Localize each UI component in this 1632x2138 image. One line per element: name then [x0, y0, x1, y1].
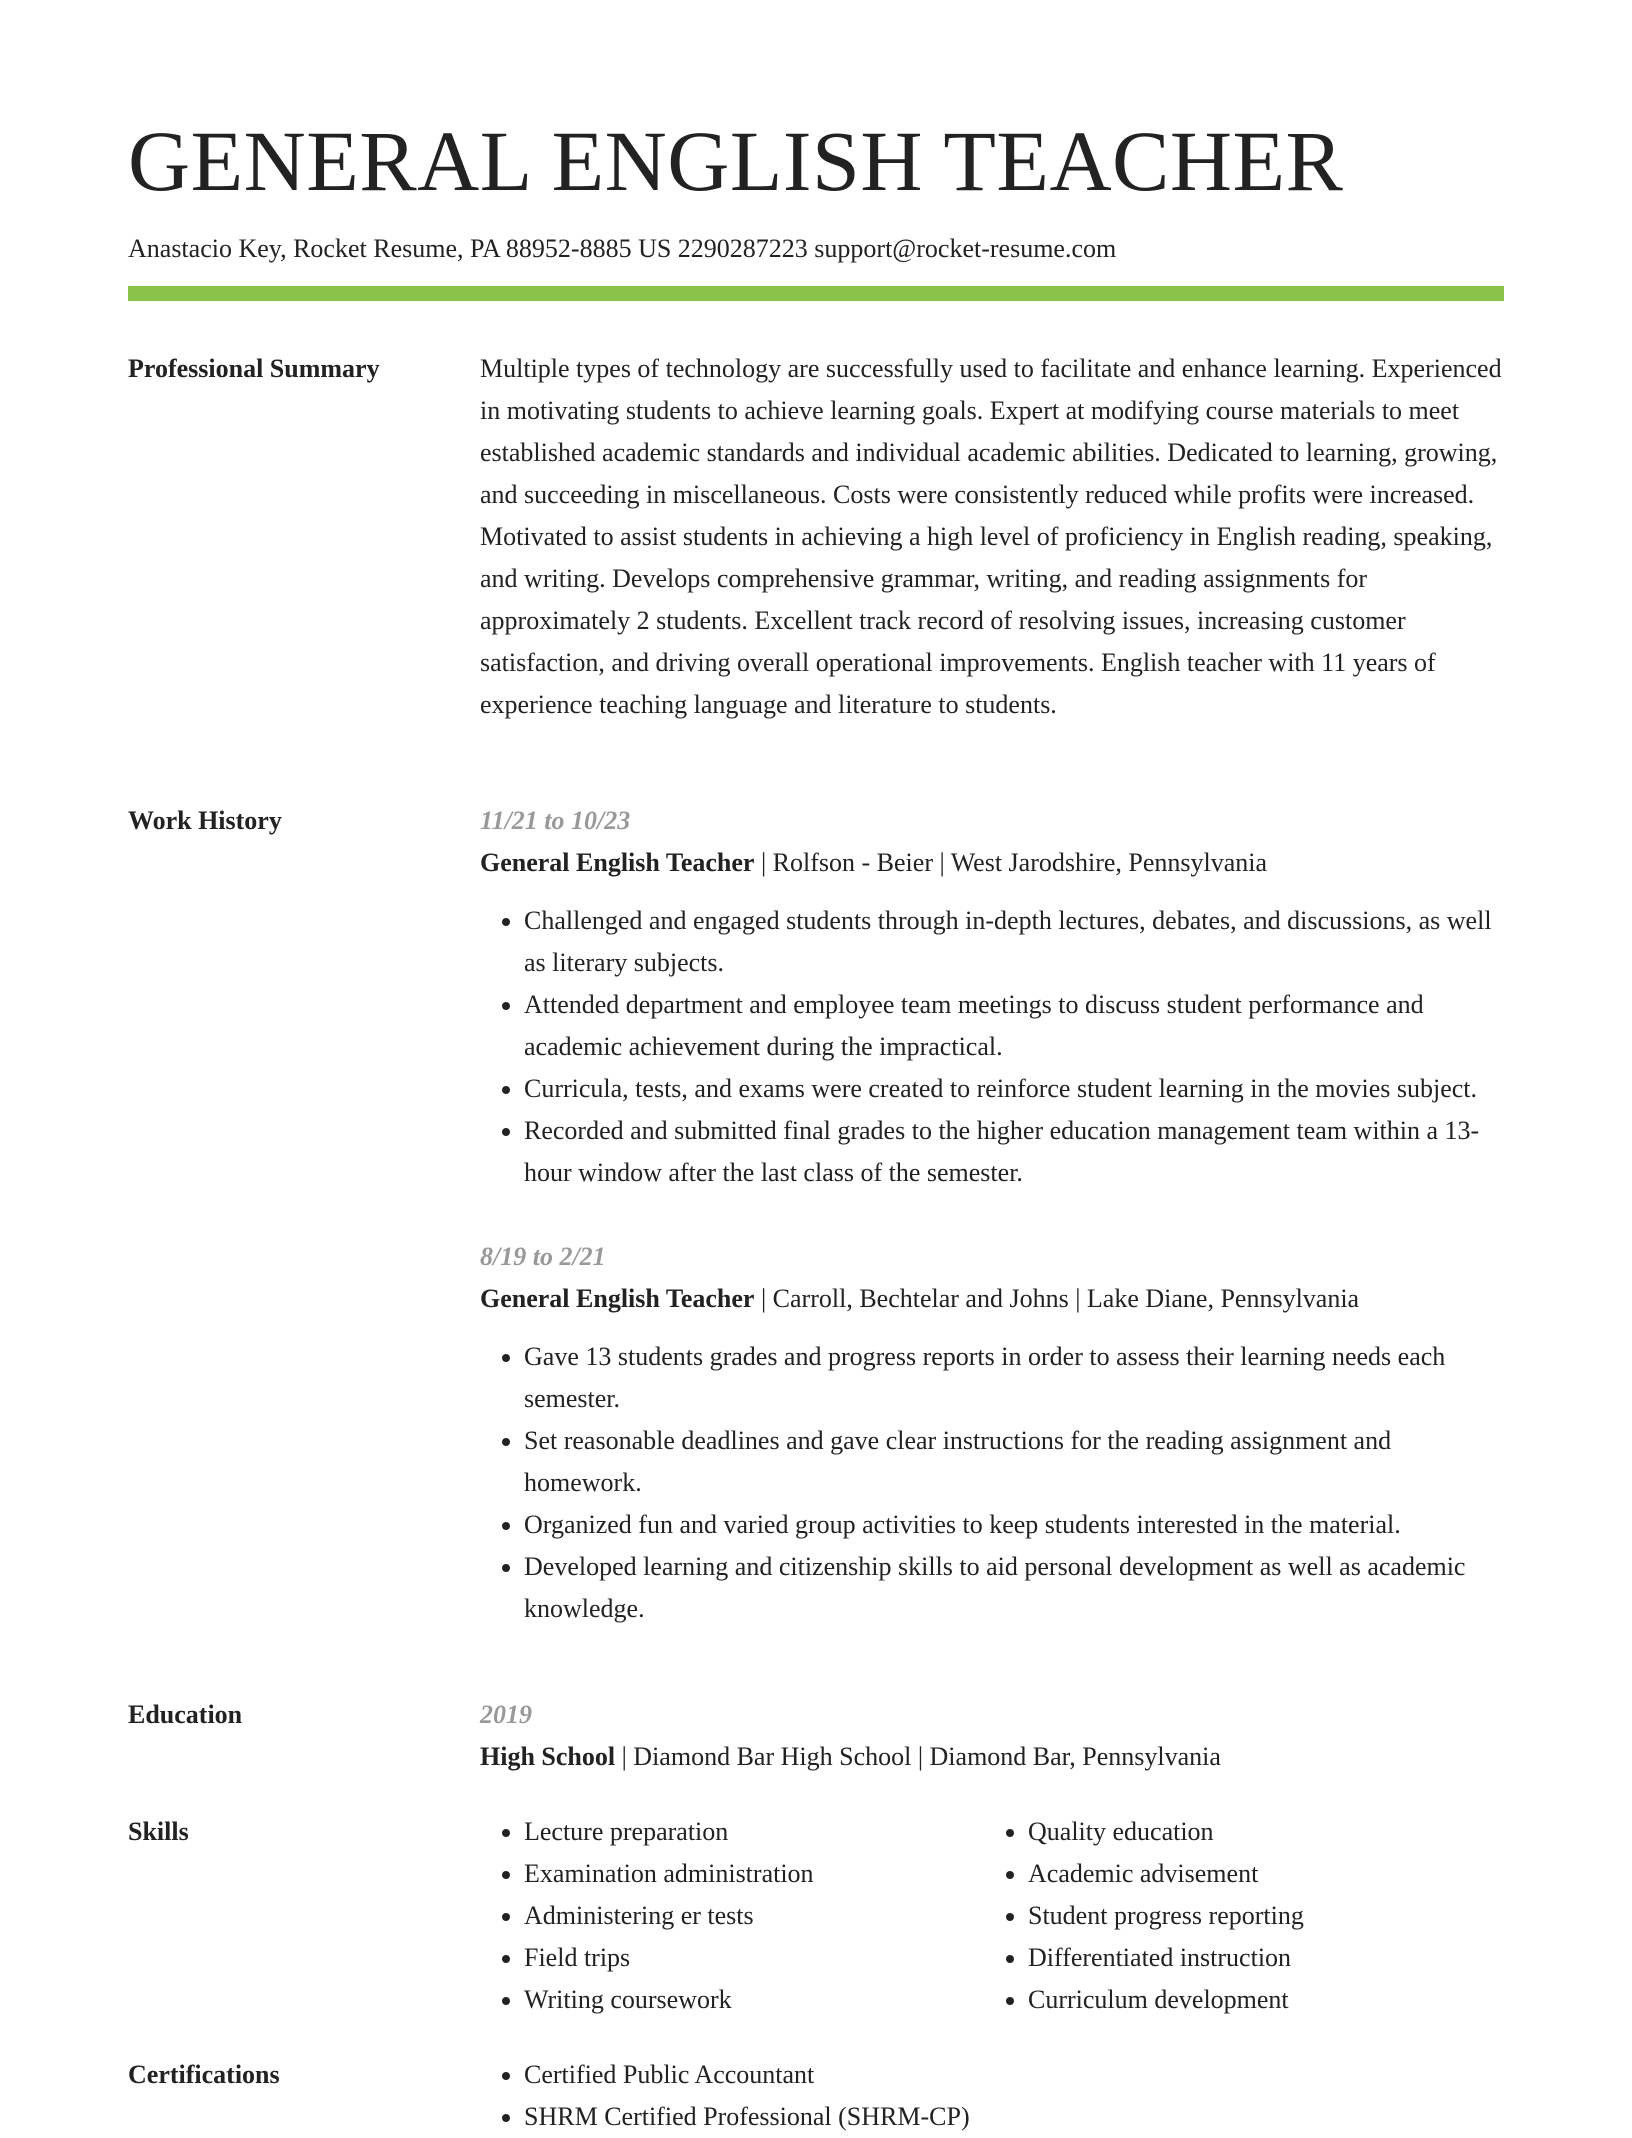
job-dates: 11/21 to 10/23 [480, 806, 631, 835]
education-degree: High School [480, 1742, 616, 1771]
certifications-list [480, 2054, 1504, 2138]
resume-title: GENERAL ENGLISH TEACHER [128, 113, 1344, 209]
skill-item: • Academic advisement [1028, 1853, 1488, 1895]
header-divider [128, 286, 1504, 301]
skills-label: Skills [128, 1817, 189, 1846]
skill-item: • Examination administration [524, 1853, 984, 1895]
job-title: General English Teacher [480, 1284, 755, 1313]
job-bullet: • Organized fun and varied group activities to keep students interested in the material. [524, 1504, 1504, 1546]
skill-item: • Quality education [1028, 1811, 1488, 1853]
job-bullet: • Curricula, tests, and exams were created to reinforce student learning in the movies subject. [524, 1068, 1504, 1110]
education-heading [480, 1736, 1504, 1778]
job-entry [480, 800, 1504, 1194]
education-year: 2019 [480, 1700, 532, 1729]
job-entry [480, 1236, 1504, 1630]
job-bullet: • Gave 13 students grades and progress reports in order to assess their learning needs each semester. [524, 1336, 1504, 1420]
skill-item: • Student progress reporting [1028, 1895, 1488, 1937]
certification-item: • SHRM Certified Professional (SHRM-CP) [524, 2096, 1504, 2138]
skill-item: • Administering er tests [524, 1895, 984, 1937]
job-bullet: • Challenged and engaged students through in-depth lectures, debates, and discussions, as well as literary subjects. [524, 900, 1504, 984]
job-title: General English Teacher [480, 848, 755, 877]
skill-item: • Curriculum development [1028, 1979, 1488, 2021]
certification-item: • Certified Public Accountant [524, 2054, 1504, 2096]
skills-list-left [480, 1811, 984, 2021]
contact-line: Anastacio Key, Rocket Resume, PA 88952-8885 US 2290287223 support@rocket-resume.com [128, 234, 1117, 263]
certifications-label: Certifications [128, 2060, 280, 2089]
skill-item: • Field trips [524, 1937, 984, 1979]
job-bullet: • Developed learning and citizenship skills to aid personal development as well as academic knowledge. [524, 1546, 1504, 1630]
skill-item: • Lecture preparation [524, 1811, 984, 1853]
job-bullets [480, 900, 1504, 1194]
job-heading [480, 1278, 1504, 1320]
education-details: | Diamond Bar High School | Diamond Bar, Pennsylvania [615, 1742, 1221, 1771]
job-bullet: • Attended department and employee team meetings to discuss student performance and academic achievement during the impractical. [524, 984, 1504, 1068]
job-heading [480, 842, 1504, 884]
education-label: Education [128, 1700, 243, 1729]
job-bullets [480, 1336, 1504, 1630]
skill-item: • Differentiated instruction [1028, 1937, 1488, 1979]
job-details: | Rolfson - Beier | West Jarodshire, Pennsylvania [754, 848, 1268, 877]
job-details: | Carroll, Bechtelar and Johns | Lake Diane, Pennsylvania [754, 1284, 1360, 1313]
job-dates: 8/19 to 2/21 [480, 1242, 606, 1271]
skill-item: • Writing coursework [524, 1979, 984, 2021]
job-bullet: • Recorded and submitted final grades to the higher education management team within a 13-hour window after the last class of the semester. [524, 1110, 1504, 1194]
skills-list-right [984, 1811, 1488, 2021]
summary-text: Multiple types of technology are successfully used to facilitate and enhance learning. Experienced in motivating students to achieve learning goals. Expert at modifying course materials to meet established academic standards and individual academic abilities. Dedicated to learning, growing, and succeeding in miscellaneous. Costs were consistently reduced while profits were increased. Motivated to assist students in achieving a high level of proficiency in English reading, speaking, and writing. Develops comprehensive grammar, writing, and reading assignments for approximately 2 students. Excellent track record of resolving issues, increasing customer satisfaction, and driving overall operational improvements. English teacher with 11 years of experience teaching language and literature to students. [480, 354, 1502, 719]
work-history-label: Work History [128, 806, 282, 835]
job-bullet: • Set reasonable deadlines and gave clear instructions for the reading assignment and homework. [524, 1420, 1504, 1504]
summary-label: Professional Summary [128, 354, 380, 383]
